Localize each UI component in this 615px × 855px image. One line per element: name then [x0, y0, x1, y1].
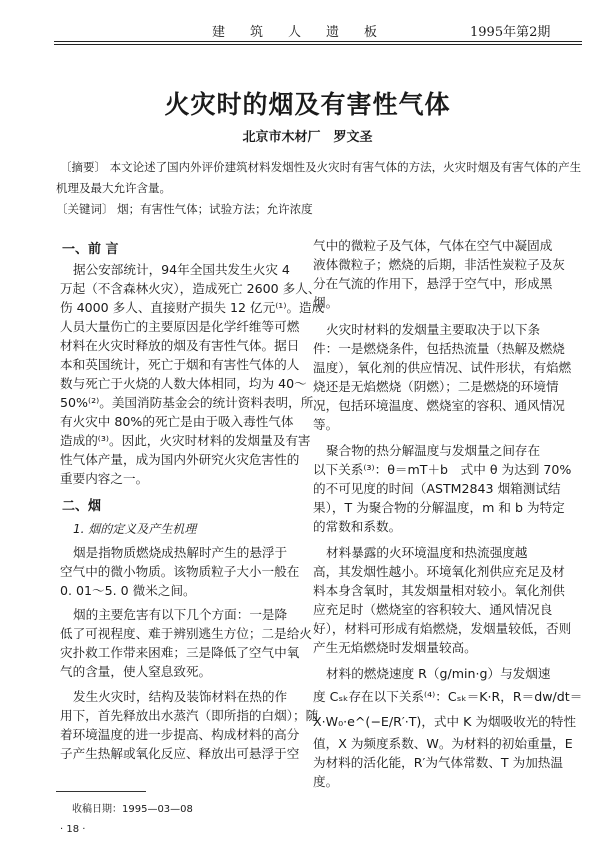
keywords-line: 〔关键词〕 烟；有害性气体；试验方法；允许浓度: [56, 202, 313, 216]
text-line: 分在气流的作用下，悬浮于空气中，形成黑: [313, 276, 553, 291]
text-line: 低了可视程度、难于辨别逃生方位；二是给火: [60, 626, 312, 641]
text-line: 烟的主要危害有以下几个方面：一是降: [73, 607, 288, 622]
text-line: 有火灾中 80%的死亡是由于吸入毒性气体: [60, 414, 294, 429]
text-line: 气中的微粒子及气体，气体在空气中凝固成: [313, 238, 553, 253]
text-line: 据公安部统计，94年全国共发生火灾 4: [73, 262, 290, 277]
text-line: 聚合物的热分解温度与发烟量之间存在: [326, 443, 541, 458]
abstract-line-1: 〔摘要〕 本文论述了国内外评价建筑材料发烟性及火灾时有害气体的方法，火灾时烟及有害气体的产生: [60, 160, 582, 174]
text-line: 况，包括环境温度、燃烧室的容积、通风情况: [313, 398, 565, 413]
text-line: 火灾时材料的发烟量主要取决于以下条: [326, 322, 541, 337]
text-line: 高，其发烟性越小。环境氧化剂供应充足及材: [313, 564, 565, 579]
text-line: 的常数和系数。: [313, 519, 402, 534]
text-line: 好），材料可形成有焰燃烧，发烟量较低，否则: [313, 621, 572, 636]
text-line: 发生火灾时，结构及装饰材料在热的作: [73, 689, 288, 704]
text-line: 烧还是无焰燃烧（阴燃）；二是燃烧的环境情: [313, 379, 559, 394]
text-line: 本和英国统计，死亡于烟和有害性气体的人: [60, 357, 300, 372]
text-line: 伤 4000 多人、直接财产损失 12 亿元⁽¹⁾。造成: [60, 300, 325, 315]
text-line: 数与死亡于火烧的人数大体相同，均为 40～: [60, 376, 307, 391]
text-line: 液体微粒子；燃烧的后期，非活性炭粒子及灰: [313, 257, 565, 272]
text-line: 万起（不含森林火灾），造成死亡 2600 多人、: [60, 281, 321, 296]
text-line: 值，X 为频度系数、W。为材料的初始重量，E: [313, 736, 573, 751]
formula-line: X·W₀·e^(−E/R′·T)，式中 K 为烟吸收光的特性: [313, 714, 577, 729]
text-line: 等。: [313, 417, 339, 432]
text-line: 性气体产量，成为国内外研究火灾危害性的: [60, 452, 300, 467]
text-line: 0. 01～5. 0 微米之间。: [60, 583, 196, 598]
text-line: 材料暴露的火环境温度和热流强度越: [326, 545, 528, 560]
text-line: 材料在火灾时释放的烟及有害性气体。据日: [60, 338, 300, 353]
text-line: 灾扑救工作带来困难；三是降低了空气中氧: [60, 645, 300, 660]
text-line: 气的含量，使人窒息致死。: [60, 664, 212, 679]
abstract-line-2: 机理及最大允许含量。: [56, 181, 171, 195]
text-line: 料本身含氧时，其发烟量相对较小。氧化剂供: [313, 583, 565, 598]
text-line: 子产生热解或氧化反应、释放出可悬浮于空: [60, 746, 300, 761]
page-number: · 18 ·: [60, 824, 86, 835]
text-line: 空气中的微小物质。该物质粒子大小一般在: [60, 564, 300, 579]
subsection-heading: 1. 烟的定义及产生机理: [73, 522, 197, 536]
text-line: 材料的燃烧速度 R（g/min·g）与发烟速: [326, 666, 551, 681]
text-line: 用下，首先释放出水蒸汽（即所指的白烟）；随: [60, 708, 319, 723]
header-rule-top: [54, 41, 582, 42]
text-line: 温度），氧化剂的供应情况、试件形状，有焰燃: [313, 360, 572, 375]
text-line: 以下关系⁽³⁾：θ＝mT＋b 式中 θ 为达到 70%: [313, 462, 572, 477]
text-line: 产生无焰燃烧时发烟量较高。: [313, 640, 477, 655]
text-line: 烟。: [313, 295, 339, 310]
text-line: 造成的⁽³⁾。因此，火灾时材料的发烟量及有害: [60, 433, 311, 448]
text-line: 烟是指物质燃烧成热解时产生的悬浮于: [73, 545, 288, 560]
header-rule-bottom: [54, 44, 582, 45]
issue-label: 1995年第2期: [470, 25, 551, 40]
footnote-received-date: 收稿日期：1995—03—08: [72, 804, 193, 815]
text-line: 应充足时（燃烧室的容积较大、通风情况良: [313, 602, 553, 617]
text-line: 重要内容之一。: [60, 471, 149, 486]
article-title: 火灾时的烟及有害性气体: [164, 90, 451, 119]
text-line: 度。: [313, 774, 339, 789]
text-line: 件：一是燃烧条件，包括热流量（热解及燃烧: [313, 341, 565, 356]
formula-line: 度 Cₛₖ存在以下关系⁽⁴⁾：Cₛₖ＝K·R，R＝dw/dt＝: [313, 689, 583, 704]
journal-name: 建 筑 人 遗 板: [212, 25, 384, 40]
text-line: 为材料的活化能，R′为气体常数、T 为加热温: [313, 755, 563, 770]
section-heading-preface: 一、前 言: [62, 242, 119, 257]
text-line: 着环境温度的进一步提高、构成材料的高分: [60, 727, 300, 742]
text-line: 50%⁽²⁾。美国消防基金会的统计资料表明，所: [60, 395, 314, 410]
section-heading-smoke: 二、烟: [62, 499, 102, 514]
text-line: 的不可见度的时间（ASTM2843 烟箱测试结: [313, 481, 561, 496]
byline: 北京市木材厂 罗文圣: [242, 130, 373, 145]
text-line: 果），T 为聚合物的分解温度，m 和 b 为特定: [313, 500, 565, 515]
text-line: 人员大量伤亡的主要原因是化学纤维等可燃: [60, 319, 300, 334]
footnote-rule: [56, 791, 146, 792]
